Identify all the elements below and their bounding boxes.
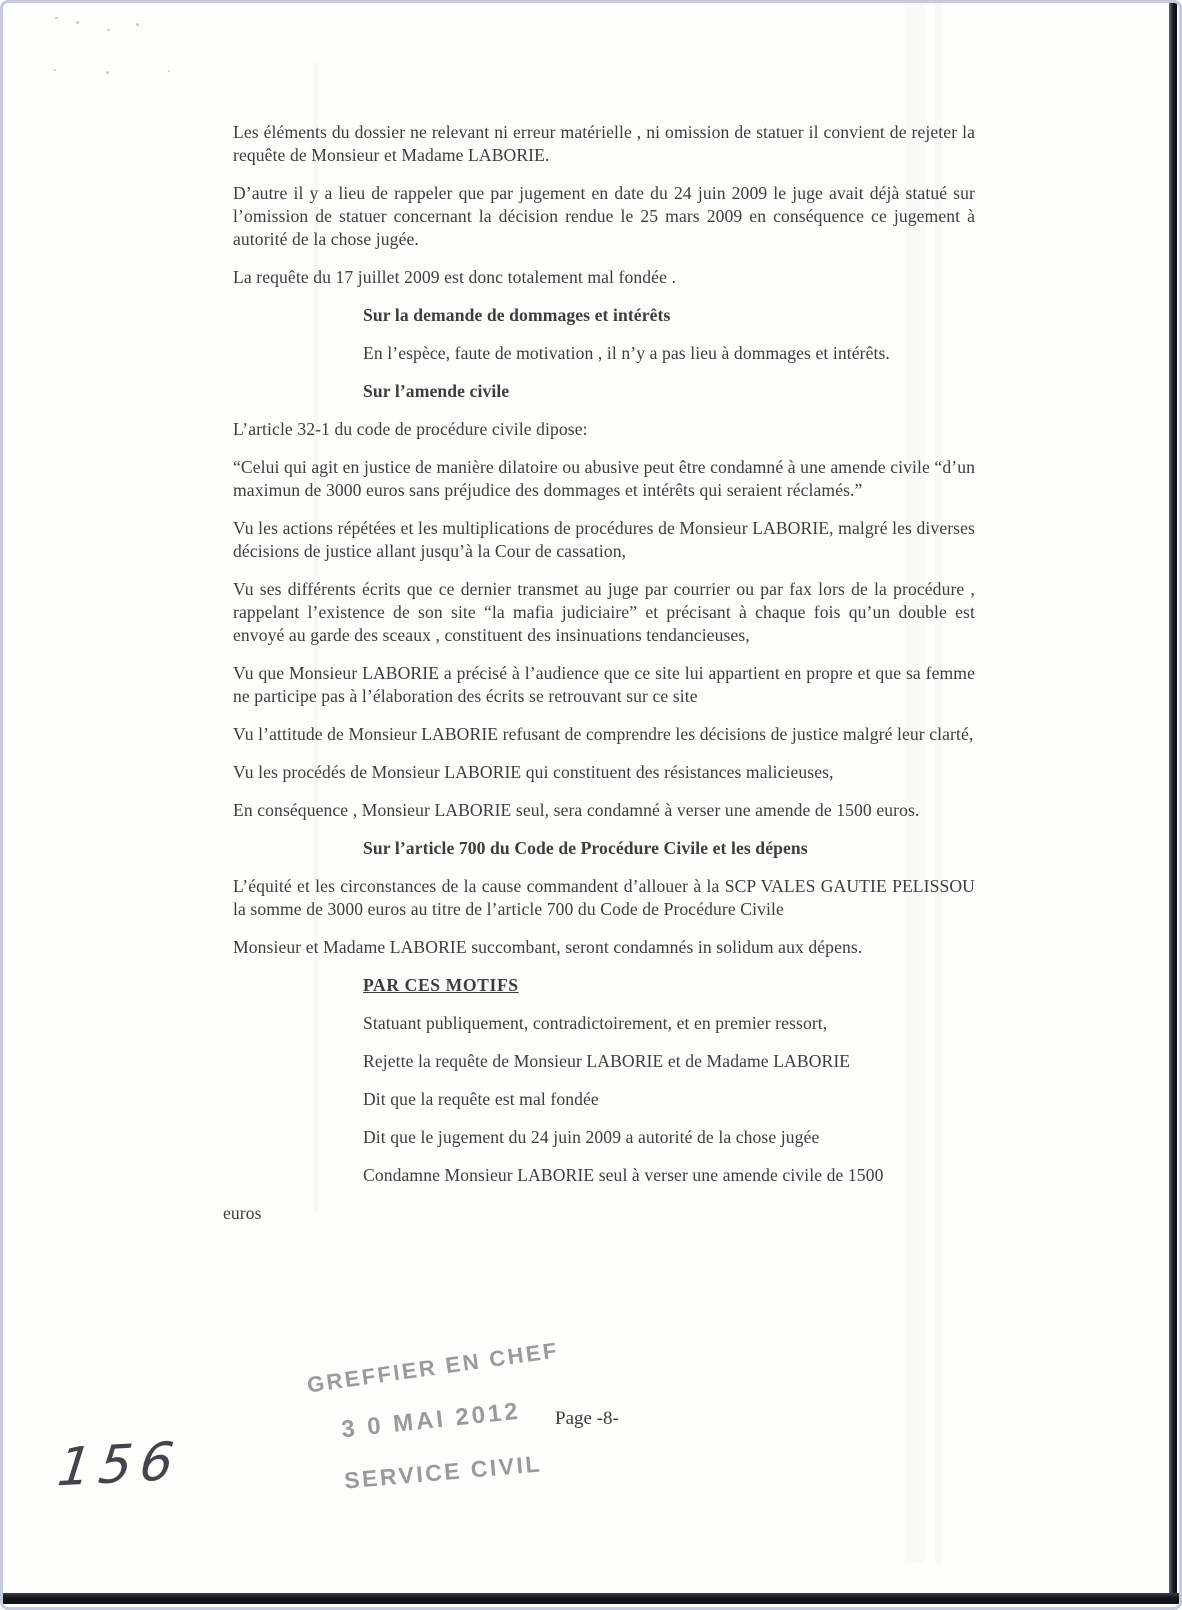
pencil-speck: [76, 21, 79, 24]
paragraph: Condamne Monsieur LABORIE seul à verser une amende civile de 1500: [363, 1165, 884, 1185]
page-number-label: Page -8-: [555, 1408, 619, 1429]
paragraph: Rejette la requête de Monsieur LABORIE et de Madame LABORIE: [363, 1051, 851, 1071]
section-heading-dommages: Sur la demande de dommages et intérêts: [363, 305, 671, 325]
handwritten-folio-number: 156: [54, 1431, 185, 1499]
paragraph: Vu que Monsieur LABORIE a précisé à l’audience que ce site lui appartient en propre et que sa femme ne participe pas à l’élaboration des écrits se retrouvant sur ce site: [233, 663, 975, 706]
paragraph: La requête du 17 juillet 2009 est donc totalement mal fondée .: [233, 267, 676, 287]
stamp-date: 3 0 MAI 2012: [340, 1397, 522, 1444]
section-heading-par-ces-motifs: PAR CES MOTIFS: [363, 975, 519, 995]
paragraph: En conséquence , Monsieur LABORIE seul, sera condamné à verser une amende de 1500 euros.: [233, 800, 920, 820]
paragraph: Vu l’attitude de Monsieur LABORIE refusant de comprendre les décisions de justice malgré leur clarté,: [233, 724, 974, 744]
paragraph: L’article 32-1 du code de procédure civile dipose:: [233, 419, 588, 439]
scan-edge-bottom: [3, 1593, 1179, 1604]
paragraph: Statuant publiquement, contradictoirement, et en premier ressort,: [363, 1013, 828, 1033]
paragraph: Vu les procédés de Monsieur LABORIE qui constituent des résistances malicieuses,: [233, 762, 834, 782]
paragraph: L’équité et les circonstances de la cause commandent d’allouer à la SCP VALES GAUTIE PELISSOU la somme de 3000 euros au titre de l’article 700 du Code de Procédure Civile: [233, 876, 975, 919]
stamp-greffier-en-chef: GREFFIER EN CHEF: [305, 1337, 561, 1398]
scan-edge-right: [1169, 3, 1177, 1599]
paragraph: euros: [223, 1203, 262, 1223]
paragraph: Les éléments du dossier ne relevant ni erreur matérielle , ni omission de statuer il convient de rejeter la requête de Monsieur et Madame LABORIE.: [233, 122, 975, 165]
pencil-speck: [136, 23, 139, 26]
pencil-speck: [53, 69, 56, 71]
paragraph: Monsieur et Madame LABORIE succombant, seront condamnés in solidum aux dépens.: [233, 937, 863, 957]
section-heading-amende-civile: Sur l’amende civile: [363, 381, 510, 401]
document-body: [223, 121, 975, 1240]
paragraph: Vu ses différents écrits que ce dernier transmet au juge par courrier ou par fax lors de la procédure , rappelant l’existence de son site “la mafia judiciaire” et précisant à chaque fois qu’un double est envoyé au garde des sceaux , constituent des insinuations tendancieuses,: [233, 579, 975, 645]
section-heading-article-700: Sur l’article 700 du Code de Procédure Civile et les dépens: [363, 838, 808, 858]
paragraph: Dit que la requête est mal fondée: [363, 1089, 599, 1109]
pencil-speck: [106, 71, 109, 74]
pencil-speck: [168, 70, 170, 72]
paragraph: En l’espèce, faute de motivation , il n’y a pas lieu à dommages et intérêts.: [363, 343, 890, 363]
paragraph: Dit que le jugement du 24 juin 2009 a autorité de la chose jugée: [363, 1127, 820, 1147]
stamp-service-civil: SERVICE CIVIL: [343, 1450, 543, 1494]
paragraph: Vu les actions répétées et les multiplications de procédures de Monsieur LABORIE, malgré les diverses décisions de justice allant jusqu’à la Cour de cassation,: [233, 518, 975, 561]
paragraph: D’autre il y a lieu de rappeler que par jugement en date du 24 juin 2009 le juge avait déjà statué sur l’omission de statuer concernant la décision rendue le 25 mars 2009 en conséquence ce jugement à autorité de la chose jugée.: [233, 183, 975, 249]
pencil-speck: [55, 17, 58, 19]
pencil-speck: [107, 29, 110, 31]
paragraph-citation: “Celui qui agit en justice de manière dilatoire ou abusive peut être condamné à une amende civile “d’un maximun de 3000 euros sans préjudice des dommages et intérêts qui seraient réclamés.”: [233, 457, 975, 500]
